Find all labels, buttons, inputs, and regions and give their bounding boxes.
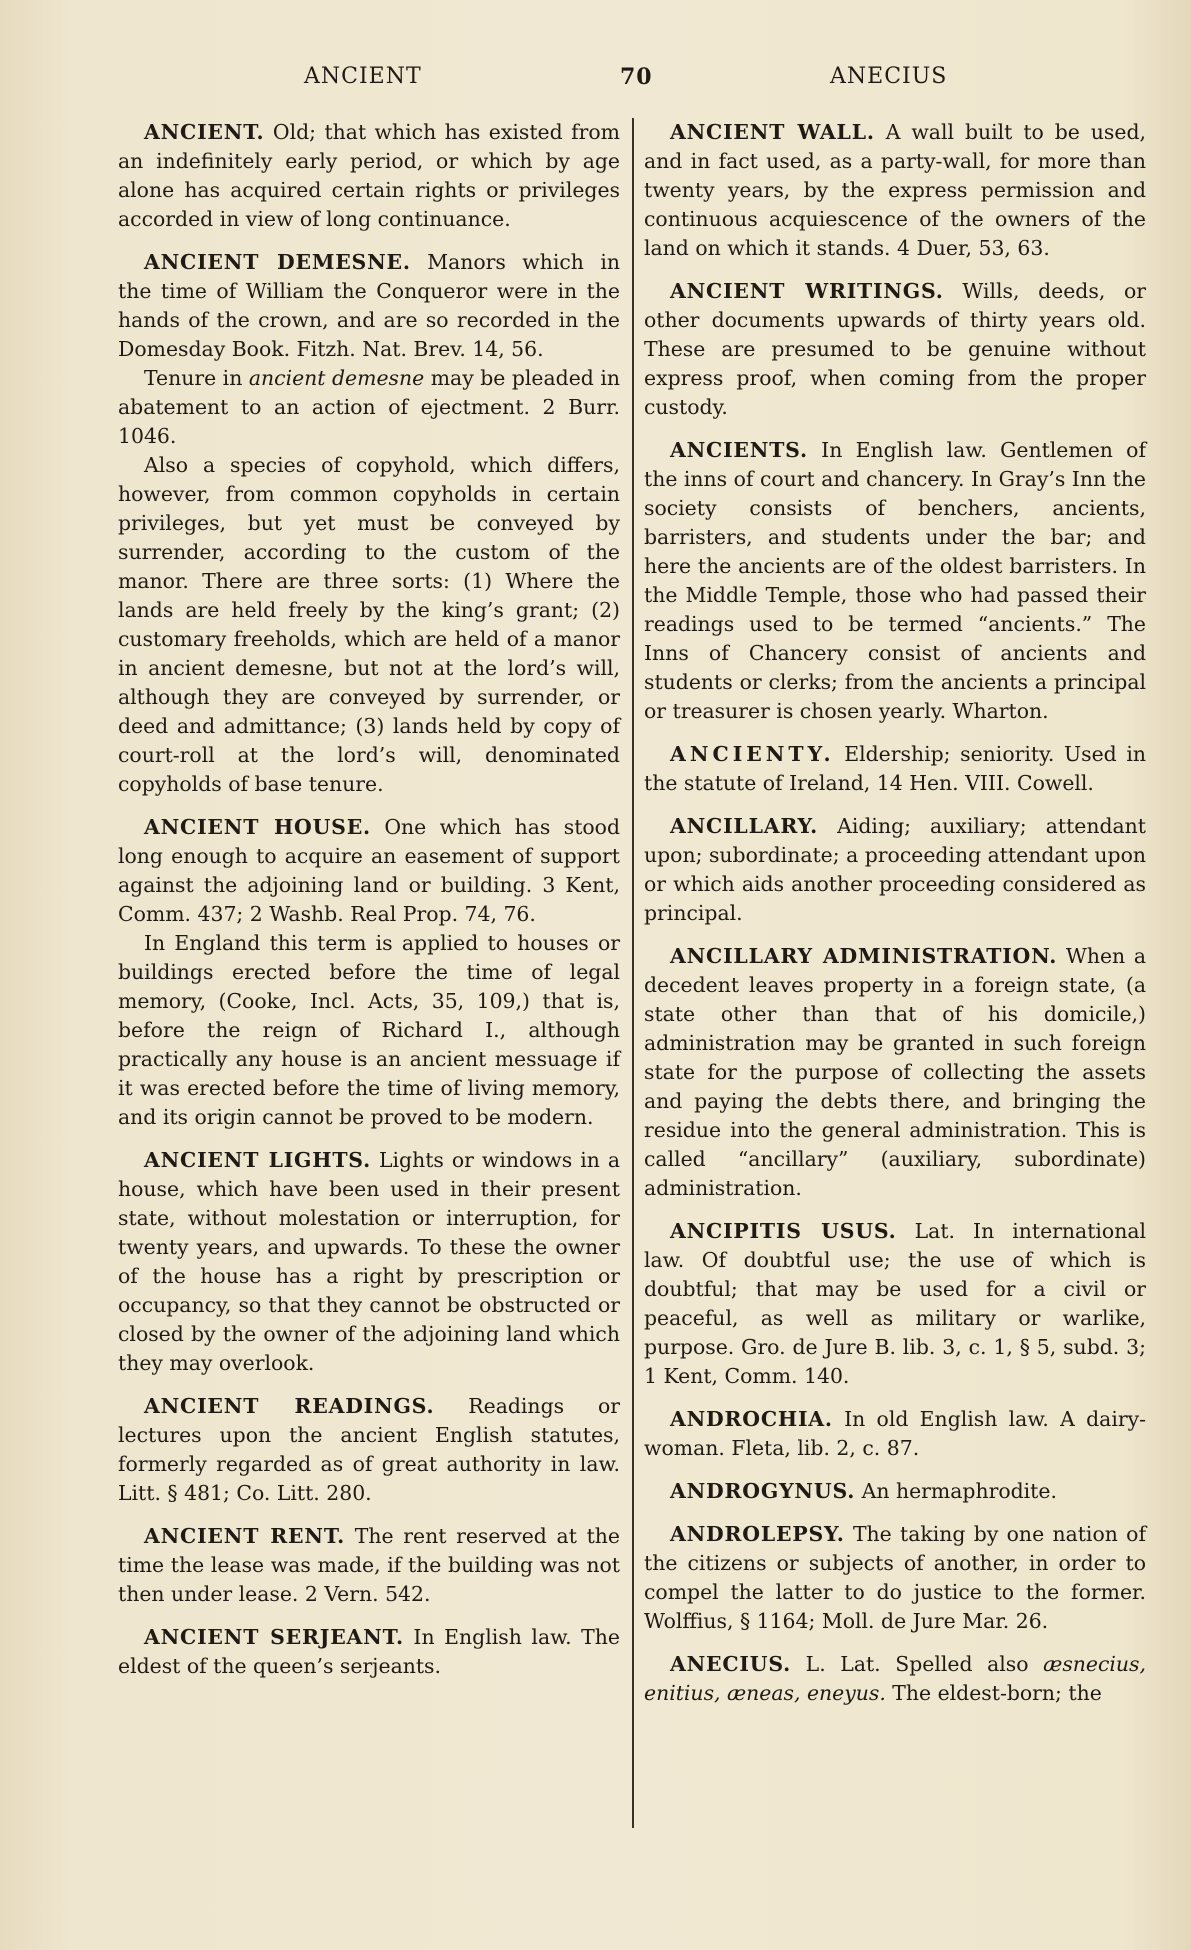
variant-spellings: æsnecius, enitius, æneas, eneyus.: [644, 1652, 1147, 1705]
entry-definition: In English law. Gentlemen of the inns of court and chancery. In Gray’s Inn the society consists of benchers, ancients, barristers, and students under the bar; and here the ancients are of the oldest barristers. In the Middle Temple, those who had passed their readings used to be termed “ancients.” The Inns of Chancery consist of ancients and students or clerks; from the ancients a principal or treasurer is chosen yearly. Wharton.: [644, 438, 1146, 723]
entry-paragraph: [644, 436, 1146, 726]
entry-paragraph-tenure: [118, 364, 620, 451]
entry-headword: ANCIENT DEMESNE.: [144, 250, 411, 274]
entry-headword: ANCILLARY.: [670, 814, 819, 838]
entry-headword: ANCIENT WRITINGS.: [670, 279, 944, 303]
entry-paragraph: [644, 277, 1146, 422]
entry-definition: Wills, deeds, or other documents upwards of thirty years old. These are presumed to be genuine without express proof, when coming from the proper custody.: [644, 279, 1146, 419]
entry-paragraph: [118, 1522, 620, 1609]
tenure-lead-text: Tenure in: [144, 366, 243, 390]
entry-headword: ANCIENT SERJEANT.: [144, 1625, 404, 1649]
header-guide-word-right: ANECIUS: [830, 64, 948, 89]
entry-definition: The taking by one nation of the citizens or subjects of another, in order to compel the latter to do justice to the former. Wolffius, § 1164; Moll. de Jure Mar. 26.: [644, 1522, 1146, 1633]
entry-headword: ANCIENT WALL.: [670, 120, 875, 144]
tenure-rest-text: may be pleaded in abatement to an action of ejectment. 2 Burr. 1046.: [118, 366, 620, 448]
column-divider: [632, 118, 634, 1828]
entry-headword: ANDROGYNUS.: [670, 1479, 856, 1503]
entry-headword: ANDROLEPSY.: [670, 1522, 845, 1546]
entry-paragraph: [644, 1405, 1146, 1463]
entry-headword: ANCIENT LIGHTS.: [144, 1148, 371, 1172]
entry-ancipitis-usus: [644, 1217, 1146, 1391]
entry-headword: ANDROCHIA.: [670, 1407, 833, 1431]
entry-definition: Lat. In international law. Of doubtful use; the use of which is doubtful; that may be used for a civil or peaceful, as well as military or warlike, purpose. Gro. de Jure B. lib. 3, c. 1, § 5, subd. 3; 1 Kent, Comm. 140.: [644, 1219, 1147, 1388]
entry-definition: One which has stood long enough to acquire an easement of support against the adjoining land or building. 3 Kent, Comm. 437; 2 Washb. Real Prop. 74, 76.: [118, 815, 620, 926]
entry-ancient-house: [118, 813, 620, 1132]
entry-paragraph: [118, 1623, 620, 1681]
entry-headword: ANCIENT READINGS.: [144, 1394, 435, 1418]
entry-definition: Manors which in the time of William the Conqueror were in the hands of the crown, and are so recorded in the Domesday Book. Fitzh. Nat. Brev. 14, 56.: [118, 250, 620, 361]
running-header: [0, 64, 1191, 94]
entry-definition: An hermaphrodite.: [861, 1479, 1057, 1503]
entry-headword: ANCIPITIS USUS.: [670, 1219, 897, 1243]
entry-paragraph: [118, 118, 620, 234]
entry-headword: ANCILLARY ADMINISTRATION.: [670, 944, 1058, 968]
entry-ancient-lights: [118, 1146, 620, 1378]
entry-definition: Old; that which has existed from an indefinitely early period, or which by age alone has acquired certain rights or privileges accorded in view of long continuance.: [118, 120, 620, 231]
entry-definition: Eldership; seniority. Used in the statute of Ireland, 14 Hen. VIII. Cowell.: [644, 742, 1146, 795]
entry-headword: ANCIENTY.: [670, 742, 835, 766]
entry-definition-lead: L. Lat. Spelled also: [805, 1652, 1029, 1676]
entry-ancillary: [644, 812, 1146, 928]
entry-ancillary-administration: [644, 942, 1146, 1203]
entry-definition: The rent reserved at the time the lease was made, if the building was not then under lease. 2 Vern. 542.: [118, 1524, 620, 1606]
entry-ancient-wall: [644, 118, 1146, 263]
entry-ancient-serjeant: [118, 1623, 620, 1681]
entry-paragraph: [644, 942, 1146, 1203]
entry-ancient-rent: [118, 1522, 620, 1609]
entry-ancients: [644, 436, 1146, 726]
entry-ancient-demesne: [118, 248, 620, 799]
entry-ancienty: [644, 740, 1146, 798]
entry-definition: Aiding; auxiliary; attendant upon; subordinate; a proceeding attendant upon or which aids another proceeding considered as principal.: [644, 814, 1146, 925]
entry-headword: ANCIENT HOUSE.: [144, 815, 371, 839]
entry-headword: ANCIENT.: [144, 120, 265, 144]
entry-paragraph-copyhold: Also a species of copyhold, which differs, however, from common copyholds in certain privileges, but yet must be conveyed by surrender, according to the custom of the manor. There are three sorts: (1) Where the lands are held freely by the king’s grant; (2) customary freeholds, which are held of a manor in ancient demesne, but not at the lord’s will, although they are conveyed by surrender, or deed and admittance; (3) lands held by copy of court-roll at the lord’s will, denominated copyholds of base tenure.: [118, 453, 620, 796]
entry-definition: When a decedent leaves property in a foreign state, (a state other than that of his domicile,) administration may be granted in such foreign state for the purpose of collecting the assets and paying the debts there, and bringing the residue into the general administration. This is called “ancillary” (auxiliary, subordinate) administration.: [644, 944, 1146, 1200]
tenure-italic-term: ancient demesne: [248, 366, 425, 390]
page-number: 70: [620, 64, 653, 90]
left-column: [118, 118, 620, 1695]
entry-headword: ANCIENT RENT.: [144, 1524, 346, 1548]
entry-definition: A wall built to be used, and in fact used, as a party-wall, for more than twenty years, by the express permission and continuous acquiescence of the owners of the land on which it stands. 4 Duer, 53, 63.: [644, 120, 1146, 260]
entry-paragraph: [644, 1520, 1146, 1636]
entry-ancient: [118, 118, 620, 234]
entry-ancient-readings: [118, 1392, 620, 1508]
entry-definition-rest: The eldest-born; the: [892, 1681, 1102, 1705]
entry-paragraph: [118, 1392, 620, 1508]
entry-paragraph: [644, 1650, 1146, 1708]
entry-androchia: [644, 1405, 1146, 1463]
entry-paragraph: [644, 118, 1146, 263]
entry-paragraph: [118, 248, 620, 364]
entry-paragraph: In England this term is applied to houses or buildings erected before the time of legal memory, (Cooke, Incl. Acts, 35, 109,) that is, before the reign of Richard I., although practically any house is an ancient messuage if it was erected before the time of living memory, and its origin cannot be proved to be modern.: [118, 931, 620, 1129]
entry-paragraph: [644, 740, 1146, 798]
entry-paragraph: [644, 812, 1146, 928]
entry-definition: In English law. The eldest of the queen’s serjeants.: [118, 1625, 620, 1678]
entry-ancient-writings: [644, 277, 1146, 422]
entry-definition: In old English law. A dairy-woman. Fleta, lib. 2, c. 87.: [644, 1407, 1146, 1460]
entry-headword: ANCIENTS.: [670, 438, 808, 462]
entry-definition: Readings or lectures upon the ancient English statutes, formerly regarded as of great authority in law. Litt. § 481; Co. Litt. 280.: [118, 1394, 620, 1505]
entry-paragraph: [644, 1217, 1146, 1391]
entry-definition: Lights or windows in a house, which have been used in their present state, without molestation or interruption, for twenty years, and upwards. To these the owner of the house has a right by prescription or occupancy, so that they cannot be obstructed or closed by the owner of the adjoining land which they may overlook.: [118, 1148, 620, 1375]
entry-androlepsy: [644, 1520, 1146, 1636]
entry-paragraph: [118, 813, 620, 929]
entry-paragraph: [644, 1477, 1146, 1506]
entry-paragraph: [118, 1146, 620, 1378]
right-column: [644, 118, 1146, 1722]
entry-anecius: [644, 1650, 1146, 1708]
entry-androgynus: [644, 1477, 1146, 1506]
header-guide-word-left: ANCIENT: [304, 64, 422, 89]
entry-headword: ANECIUS.: [670, 1652, 792, 1676]
